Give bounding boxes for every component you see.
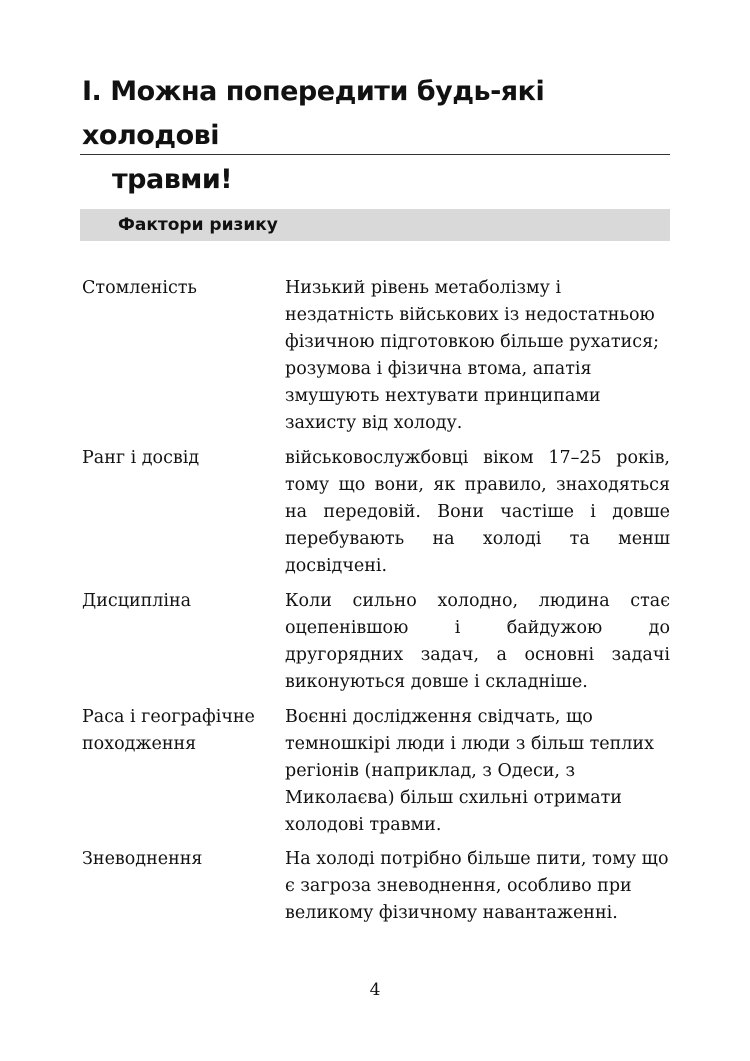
factor-description-rank-experience: військовослужбовці віком 17–25 років, тому що вони, як правило, знаходяться на передовій. Вони частіше і довше перебувають на холоді та менш досвідчені. [285, 448, 670, 576]
page-number: 4 [369, 980, 381, 1000]
factor-name-rank-experience: Ранг і досвід [82, 448, 200, 468]
chapter-title-line-1: І. Можна попередити будь-які холодові [82, 76, 545, 151]
factor-description-dehydration: На холоді потрібно більше пити, тому що є загроза зневоднення, особливо при великому фізичному навантаженні. [285, 849, 669, 923]
factor-description-race-origin: Воєнні дослідження свідчать, що темношкірі люди і люди з більш теплих регіонів (наприклад, з Одеси, з Миколаєва) більш схильні отримати холодові травми. [285, 707, 654, 835]
factor-name-dehydration: Зневоднення [82, 849, 203, 869]
section-header-bar [80, 209, 670, 241]
chapter-title-line-2: травми! [112, 164, 233, 195]
factor-description-fatigue: Низький рівень метаболізму і нездатність військових із недостатньою фізичною підготовкою більше рухатися; розумова і фізична втома, апатія змушують нехтувати принципами захисту від холоду. [285, 278, 660, 433]
factor-name-race-origin: Раса і географічне походження [82, 707, 255, 754]
factor-name-discipline: Дисципліна [82, 591, 192, 611]
chapter-title [82, 70, 682, 202]
factor-description-discipline: Коли сильно холодно, людина стає оцепенівшою і байдужою до другорядних задач, а основні задачі виконуються довше і складніше. [285, 591, 670, 692]
title-divider [80, 154, 670, 155]
section-title: Фактори ризику [118, 215, 278, 235]
factor-name-fatigue: Стомленість [82, 278, 197, 298]
